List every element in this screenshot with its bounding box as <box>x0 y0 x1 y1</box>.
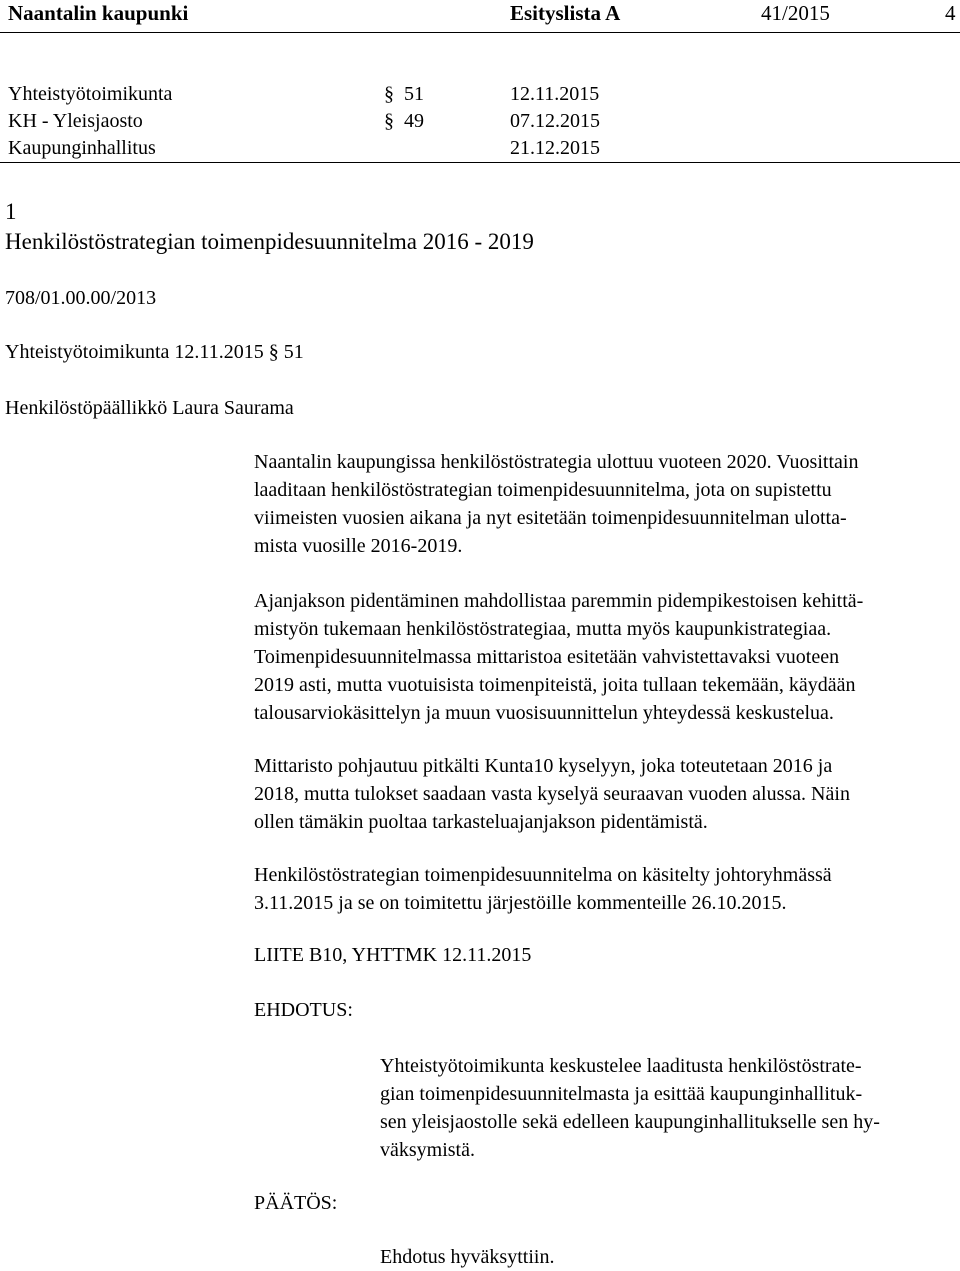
text-line: sen yleisjaostolle sekä edelleen kaupunginhallitukselle sen hy- <box>380 1111 880 1133</box>
text-line: Toimenpidesuunnitelmassa mittaristoa esitetään vahvistettavaksi vuoteen <box>254 646 840 668</box>
text-line: Yhteistyötoimikunta keskustelee laaditusta henkilöstöstrate- <box>380 1055 862 1077</box>
meetings-divider <box>0 162 960 163</box>
proposal-label: EHDOTUS: <box>254 999 353 1021</box>
header-number: 41/2015 <box>761 1 830 25</box>
header-page: 4 <box>945 1 956 25</box>
meeting-date: 07.12.2015 <box>510 110 600 132</box>
meeting-date: 12.11.2015 <box>510 83 600 105</box>
body-paragraph <box>254 752 960 836</box>
attachment-reference: LIITE B10, YHTTMK 12.11.2015 <box>254 944 532 966</box>
section-sign: § <box>384 83 394 105</box>
header-document: Esityslista A <box>510 1 621 25</box>
header-divider <box>0 32 960 33</box>
text-line: talousarviokäsittelyn ja muun vuosisuunnittelun yhteydessä keskustelua. <box>254 702 834 724</box>
text-line: mistyön tukemaan henkilöstöstrategiaa, mutta myös kaupunkistrategiaa. <box>254 618 832 640</box>
text-line: 2018, mutta tulokset saadaan vasta kyselyä seuraavan vuoden alussa. Näin <box>254 783 850 805</box>
presenter: Henkilöstöpäällikkö Laura Saurama <box>5 397 294 419</box>
meeting-date: 21.12.2015 <box>510 137 600 159</box>
text-line: Ajanjakson pidentäminen mahdollistaa paremmin pidempikestoisen kehittä- <box>254 590 864 612</box>
meeting-body: Yhteistyötoimikunta <box>8 83 173 105</box>
text-line: väksymistä. <box>380 1139 475 1161</box>
body-paragraph <box>254 587 960 727</box>
text-line: Mittaristo pohjautuu pitkälti Kunta10 kyselyyn, joka toteutetaan 2016 ja <box>254 755 833 777</box>
text-line: gian toimenpidesuunnitelmasta ja esittää kaupunginhallituk- <box>380 1083 863 1105</box>
item-number: 1 <box>5 199 17 224</box>
body-paragraph <box>254 448 960 560</box>
header-municipality: Naantalin kaupunki <box>8 1 189 25</box>
decision-text: Ehdotus hyväksyttiin. <box>380 1246 555 1268</box>
section-sign: § <box>384 110 394 132</box>
record-id: 708/01.00.00/2013 <box>5 287 157 309</box>
text-line: Henkilöstöstrategian toimenpidesuunnitelma on käsitelty johtoryhmässä <box>254 864 832 886</box>
decision-label: PÄÄTÖS: <box>254 1192 338 1214</box>
meeting-body: Kaupunginhallitus <box>8 137 156 159</box>
text-line: viimeisten vuosien aikana ja nyt esitetään toimenpidesuunnitelman ulotta- <box>254 507 847 529</box>
text-line: 2019 asti, mutta vuotuisista toimenpiteistä, joita tullaan tekemään, käydään <box>254 674 856 696</box>
text-line: Naantalin kaupungissa henkilöstöstrategia ulottuu vuoteen 2020. Vuosittain <box>254 451 859 473</box>
meeting-section: 49 <box>404 110 424 132</box>
text-line: ollen tämäkin puoltaa tarkasteluajanjakson pidentämistä. <box>254 811 708 833</box>
body-paragraph <box>254 861 960 917</box>
meeting-section: 51 <box>404 83 424 105</box>
text-line: mista vuosille 2016-2019. <box>254 535 463 557</box>
proposal-text <box>380 1052 960 1164</box>
meeting-body: KH - Yleisjaosto <box>8 110 143 132</box>
meeting-reference: Yhteistyötoimikunta 12.11.2015 § 51 <box>5 341 304 363</box>
text-line: laaditaan henkilöstöstrategian toimenpidesuunnitelma, jota on supistettu <box>254 479 832 501</box>
item-title: Henkilöstöstrategian toimenpidesuunnitelma 2016 - 2019 <box>5 229 534 254</box>
text-line: 3.11.2015 ja se on toimitettu järjestöille kommenteille 26.10.2015. <box>254 892 787 914</box>
